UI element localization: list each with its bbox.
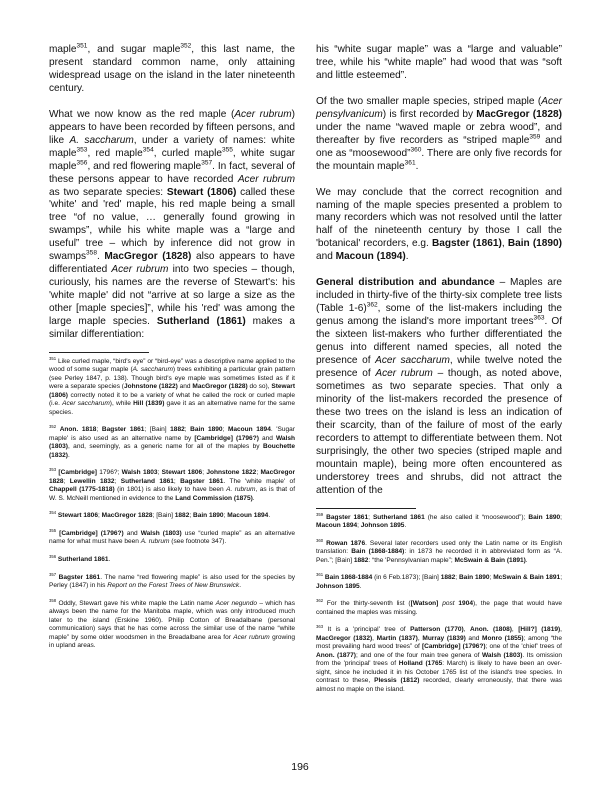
footnote	[49, 355, 296, 417]
bold-text: [Cambridge]	[421, 643, 461, 651]
bold-text: Macoun 1894	[316, 521, 358, 529]
bold-text: (1796?)	[100, 529, 124, 537]
text-run: ;	[368, 513, 373, 521]
bold-text: Bouchette (1832)	[49, 443, 295, 459]
text-run: as two separate species:	[49, 186, 167, 198]
right-column	[316, 44, 562, 703]
text-run: ;	[97, 512, 102, 520]
bold-text: MacGregor (1828)	[104, 251, 192, 263]
footnote-ref: 354	[142, 146, 154, 154]
text-run: (he also called it “moosewood”);	[424, 513, 529, 521]
italic-text: Report on the Forest Trees of New Brunswick	[107, 582, 240, 590]
text-run: .	[108, 556, 111, 564]
text-run: Oddly, Stewart gave his white maple the Latin name	[56, 599, 216, 607]
bold-text: Walsh (1803)	[140, 529, 182, 537]
text-run: and	[465, 634, 483, 642]
footnote-ref: 361	[404, 159, 416, 167]
italic-text: Acer rubrum	[375, 367, 433, 379]
bold-text: 1882	[440, 574, 456, 582]
bold-text: Plessis (1812)	[374, 677, 420, 685]
footnote-ref: 360	[410, 146, 422, 154]
text-run: . In fact, several of these persons appear to have recorded	[49, 160, 295, 185]
italic-text: Acer negundo	[215, 599, 257, 607]
text-run: under the name “waved maple or zebra wood”, and thereafter by five recorders as “striped maple	[316, 121, 562, 146]
text-run: ;	[560, 574, 563, 582]
bold-text: Macoun 1894	[227, 512, 269, 520]
text-run: .	[239, 582, 242, 590]
bold-text: Anon. 1818	[59, 426, 97, 434]
text-run: ;	[455, 574, 459, 582]
text-run: called these 'white' and 'red' maple, his red maple being a small tree “of no value, … generally found growing in swamps”, while his white maple was a “large and useful” tree – which by inference did not grow in swamps	[49, 186, 295, 263]
text-run: : in 1873 he recorded it in abbreviated form as “A. Pen.”; [Bain]	[316, 548, 563, 564]
bold-text: Murray (1839)	[422, 634, 466, 642]
footnote	[49, 553, 295, 564]
italic-text: A. saccharum	[69, 134, 134, 146]
italic-text: Acer saccharum	[62, 400, 110, 408]
bold-text: Bagster 1861	[58, 573, 101, 581]
text-run: .	[268, 512, 271, 520]
footnote-ref: 353	[49, 467, 57, 473]
italic-text: A. saccharum	[132, 366, 173, 374]
text-run: For the thirty-seventh list (	[323, 600, 411, 608]
bold-text: Bain 1890	[192, 512, 224, 520]
text-run: ; and one of the four main tree genera of	[355, 651, 482, 659]
text-run: ) is first recorded by	[382, 108, 477, 120]
text-run: ;	[114, 477, 121, 485]
text-run: ;	[489, 574, 494, 582]
text-run: correctly noted it to be a variety of what he called the rock or curled maple (i.e.	[49, 391, 295, 408]
text-run: (see footnote 347).	[169, 538, 227, 546]
footnote-ref: 356	[76, 159, 88, 167]
paragraph	[49, 44, 295, 96]
text-run: ,	[511, 626, 519, 634]
text-run: .	[252, 494, 255, 502]
text-run: ) appears to have been recorded by fifteen persons, and like	[49, 108, 295, 146]
text-run: .	[96, 251, 105, 263]
text-run: ), while	[109, 400, 134, 408]
text-run: into two species – though, curiously, his names are the reverse of Stewart's: his 'white maple' did not “arrive at so large a size as the other [maple species]”, while his 'red' was among the large maple species.	[49, 264, 295, 328]
text-run: ;	[157, 469, 162, 477]
footnote-ref: 352	[180, 42, 192, 50]
footnote-ref: 357	[49, 571, 57, 577]
bold-text: Monro (1855)	[482, 634, 524, 642]
bold-text: Bagster 1861	[326, 513, 369, 521]
text-run: .	[525, 556, 528, 564]
bold-text: McSwain & Bain 1891	[493, 574, 561, 582]
text-run: : March) is likely to have been an over-sight, since he included it in his October 1765 list of the island's tree species. In contrast to these,	[316, 660, 562, 685]
text-run: and one as “moosewood”	[316, 134, 562, 159]
footnote-ref: 363	[316, 624, 324, 630]
text-run: ,	[417, 634, 423, 642]
footnote-ref: 360	[316, 537, 324, 543]
bold-text: Hill (1839)	[133, 400, 165, 408]
footnote-ref: 355	[49, 527, 57, 533]
bold-text: Anon. (1808)	[469, 626, 512, 634]
paragraph	[316, 277, 562, 497]
footnote	[49, 512, 295, 520]
bold-text: Stewart 1806	[57, 512, 98, 520]
text-run: . Of the sixteen list-makers who further differentiated the genus into different named species, all noted the presence of	[316, 316, 562, 367]
footnote	[49, 571, 295, 591]
bold-text: Bagster 1861	[101, 426, 145, 434]
footnote	[316, 511, 562, 531]
bold-text: MacGregor (1828)	[476, 108, 562, 120]
bold-text: Stewart (1806)	[166, 186, 237, 198]
footnote-ref: 359	[529, 133, 541, 141]
bold-text: Land Commission (1875)	[175, 494, 253, 502]
footnote-ref: 355	[221, 146, 233, 154]
bold-text: [Watson]	[410, 600, 439, 608]
footnote-ref: 357	[201, 159, 213, 167]
footnote-ref: 359	[316, 511, 324, 517]
text-run: (in 1801) is also likely to have been	[114, 486, 227, 494]
text-run: ;	[189, 512, 193, 520]
left-column	[49, 44, 295, 660]
text-run: ; [Bain]	[152, 512, 175, 520]
bold-text: [Cambridge]	[59, 529, 98, 537]
text-run: , and, seemingly, as a generic name for all of the maples by	[67, 443, 263, 451]
bold-text: Sutherland 1861	[120, 477, 174, 485]
bold-text: MacGregor 1828	[49, 469, 296, 485]
italic-text: Acer rubrum	[234, 108, 292, 120]
right-footnotes	[316, 511, 563, 694]
bold-text: MacGregor (1832)	[316, 634, 373, 642]
text-run: ;	[222, 426, 228, 434]
italic-text: A. rubrum	[140, 538, 170, 546]
text-run: makes a similar differentiation:	[49, 316, 295, 341]
footnote	[49, 597, 295, 651]
footnote-ref: 358	[86, 249, 97, 257]
text-run: , white sugar maple	[49, 147, 295, 172]
text-run: .	[404, 521, 407, 529]
bold-text: Bagster 1861	[180, 477, 224, 485]
text-run: . Its omission from the 'principal' trees of	[316, 651, 563, 668]
footnote-ref: 351	[76, 42, 88, 50]
bold-text: Anon. (1877)	[316, 651, 356, 659]
text-run: also appears to have differentiated	[49, 251, 295, 276]
text-run: : “the 'Pennsylvanian maple”;	[368, 556, 455, 564]
bold-text: Martin (1837)	[376, 634, 418, 642]
text-run: and	[258, 434, 276, 442]
bold-text: MacGregor (1828)	[192, 383, 248, 391]
bold-text: Sutherland 1861	[57, 556, 109, 564]
text-run: , under a variety of names: white maple	[49, 134, 295, 159]
text-run: ) trees exhibiting a particular grain pattern (see Perley 1847, p. 138). Though bird's eye maple was sometimes listed as if it were a separate species (	[49, 366, 295, 391]
bold-text: Stewart (1806)	[49, 383, 295, 399]
text-run: ), the page that would have contained the maples was missing.	[316, 600, 562, 616]
text-run: . The 'white maple' of	[223, 477, 296, 485]
text-run: It is a 'principal' tree of	[323, 626, 411, 634]
text-run: and	[316, 251, 336, 263]
footnote-ref: 354	[49, 510, 57, 516]
bold-text: McSwain & Bain (1891)	[454, 556, 526, 564]
footnote-ref: 358	[49, 597, 57, 603]
footnote-ref: 353	[76, 146, 88, 154]
text-run: ; one of the 'chief' trees of	[485, 643, 562, 651]
text-run: use “curled maple” as an alternative name for what must have been	[49, 529, 295, 546]
bold-text: Johnson 1895	[316, 582, 360, 590]
bold-text: Johnstone (1822)	[123, 383, 178, 391]
text-run: . Several later recorders used only the Latin name or its English translation:	[316, 539, 562, 556]
bold-text: Chappell (1775-1818)	[49, 486, 115, 494]
bold-text: [Hill?] (1819)	[518, 626, 561, 634]
bold-text: [Cambridge]	[58, 469, 97, 477]
text-run: – Maples are included in thirty-five of the thirty-six complete tree lists (Table 1-6)	[316, 277, 562, 315]
footnote	[316, 537, 563, 565]
italic-text: Acer pensylvanicum	[316, 95, 562, 120]
text-run: ;	[560, 513, 562, 521]
italic-text: A. rubrum	[226, 486, 256, 494]
bold-text: MacGregor 1828	[101, 512, 153, 520]
text-run: What we now know as the red maple (	[49, 108, 235, 120]
footnote	[49, 469, 295, 503]
italic-text: post	[442, 600, 455, 608]
bold-text: Bain 1890	[528, 513, 561, 521]
bold-text: Holland (1765	[398, 660, 443, 668]
text-run: ,	[501, 238, 508, 250]
bold-text: Macoun 1894	[227, 426, 271, 434]
text-run: ;	[202, 469, 207, 477]
text-run: .	[405, 251, 409, 263]
footnote-ref: 351	[49, 355, 57, 361]
footnote-rule	[49, 352, 149, 353]
text-run: gave it as an alternative name for the same species.	[49, 400, 296, 416]
text-run: do so),	[247, 383, 272, 391]
text-run: . 'Sugar maple' is also used as an alternative name by	[49, 426, 295, 442]
bold-text: Bain 1890	[458, 574, 490, 582]
bold-text: 1882	[174, 512, 190, 520]
left-footnotes	[49, 355, 296, 651]
italic-text: Acer saccharum	[375, 355, 450, 367]
paragraph	[316, 44, 562, 83]
text-run: , this last name, the present standard common name, only attaining widespread usage on the island in the later nineteenth century.	[49, 44, 295, 94]
text-run: , curled maple	[153, 147, 222, 159]
text-run: , some of the list-makers including the genus among the island's more important trees	[316, 303, 562, 328]
text-run: , and red flowering maple	[87, 160, 202, 172]
bold-text: Bain (1868-1884)	[351, 548, 405, 556]
bold-text: Patterson (1770)	[410, 626, 464, 634]
text-run: 1796?;	[96, 469, 122, 477]
text-run: Of the two smaller maple species, striped maple (	[316, 95, 542, 107]
right-body	[316, 44, 562, 498]
text-run: . The name “red flowering maple” is also used for the species by Perley (1847) in his	[49, 573, 295, 590]
footnote-ref: 362	[366, 301, 378, 309]
text-run: ,	[372, 634, 377, 642]
text-run: his “white sugar maple” was a “large and valuable” tree, while his “white maple” had wood that was “soft and little esteemed”.	[316, 44, 562, 81]
footnote	[316, 626, 562, 694]
italic-text: Acer rubrum	[111, 264, 169, 276]
text-run: .	[359, 582, 362, 590]
footnote-rule	[316, 508, 416, 509]
bold-text: (1796?)	[462, 643, 486, 651]
bold-text: Rowan 1876	[326, 539, 366, 547]
text-run: ,	[463, 626, 470, 634]
text-run: . There are only five records for the mountain maple	[316, 147, 562, 172]
bold-text: [Cambridge]	[194, 434, 233, 442]
footnote	[49, 426, 295, 460]
bold-text: Bain 1890	[190, 426, 223, 434]
text-run: recorded, clearly erroneously, that there was almost no maple on the island.	[316, 677, 562, 693]
text-run: ;	[223, 512, 228, 520]
page-number: 196	[291, 761, 309, 773]
bold-text: Johnson 1895	[360, 521, 405, 529]
bold-text: Walsh 1803	[121, 469, 158, 477]
text-run: We may conclude that the correct recognition and naming of the maple species presented a problem to many recorders which was not resolved until the latter half of the nineteenth century by those I call the 'botanical' recorders, e.g.	[316, 186, 562, 250]
footnote-ref: 361	[316, 571, 324, 577]
text-run: and	[177, 383, 193, 391]
italic-text: Acer rubrum	[233, 633, 270, 641]
bold-text: 1882	[353, 556, 369, 564]
footnote-ref: 362	[316, 598, 324, 604]
bold-text: Johnstone 1822	[206, 469, 257, 477]
bold-text: General distribution and abundance	[316, 277, 495, 289]
bold-text: 1904	[458, 600, 473, 608]
bold-text: Bagster (1861)	[431, 238, 502, 250]
text-run: (in 6 Feb.1873); [Bain]	[372, 574, 441, 582]
text-run: ;	[184, 426, 191, 434]
footnote	[316, 600, 562, 617]
footnote-ref: 363	[533, 314, 545, 322]
bold-text: Walsh (1803)	[49, 434, 295, 451]
text-run: – which has always been the name for the Manitoba maple, which was only introduced much later to the island (Erskine 1960). Philip Cotton of Breadalbane (personal communication) says that he has come across the similar use of the name “white maple” by some older woodsmen in the Breadalbane area for	[49, 599, 295, 641]
text-run: ;	[173, 477, 181, 485]
text-run: – though, as noted above, sometimes as two separate species. That only a minority of the list-makers recorded the presence of these two trees on the island is less an indication of their scarcity, than of the failure of most of the early recorders to attempt to differentiate between them. Not surprisingly, the other two species (striped maple and mountain maple), being more often encountered as understorey trees and shrubs, did not attract the attention of the	[316, 367, 562, 496]
footnote	[316, 571, 563, 591]
text-run: ;	[63, 477, 70, 485]
bold-text: Macoun (1894)	[335, 251, 406, 263]
text-run: ;	[357, 521, 361, 529]
bold-text: Walsh (1803)	[481, 651, 523, 659]
bold-text: (1796?)	[235, 434, 259, 442]
text-run: ;	[96, 426, 102, 434]
text-run: , red maple	[87, 147, 143, 159]
text-run: , while twelve noted the presence of	[316, 355, 562, 379]
footnote	[49, 527, 295, 547]
left-body	[49, 44, 295, 342]
paragraph	[316, 187, 562, 265]
footnote-ref: 356	[49, 553, 57, 559]
footnote-ref: 352	[49, 424, 57, 430]
text-run: and	[123, 529, 141, 537]
bold-text: Sutherland 1861	[372, 513, 425, 521]
text-run: .	[67, 451, 70, 459]
bold-text: Bain (1890)	[507, 238, 563, 250]
paragraph	[49, 109, 295, 342]
text-run: ; [Bain]	[144, 426, 171, 434]
paragraph	[316, 96, 562, 174]
text-run: .	[415, 160, 419, 172]
text-run: , and sugar maple	[87, 44, 181, 55]
italic-text: Acer rubrum	[237, 173, 295, 185]
text-run: ;	[256, 469, 261, 477]
bold-text: Sutherland (1861)	[156, 316, 246, 328]
bold-text: Lewellin 1832	[69, 477, 115, 485]
text-run: maple	[49, 44, 77, 55]
bold-text: Stewart 1806	[161, 469, 203, 477]
text-run: growing in upland areas.	[49, 633, 295, 650]
text-run: Like curled maple, “bird's eye” or “bird-eye” was a descriptive name applied to the wood of some sugar maple (	[49, 357, 295, 374]
text-run: ,	[560, 626, 562, 634]
bold-text: Bain 1868-1884	[324, 574, 373, 582]
text-run: , as is that of W. S. McNeill mentioned in evidence to the	[49, 486, 296, 502]
text-run: ; among “the most prevailing hard wood trees” of	[316, 634, 563, 651]
bold-text: 1882	[170, 426, 185, 434]
